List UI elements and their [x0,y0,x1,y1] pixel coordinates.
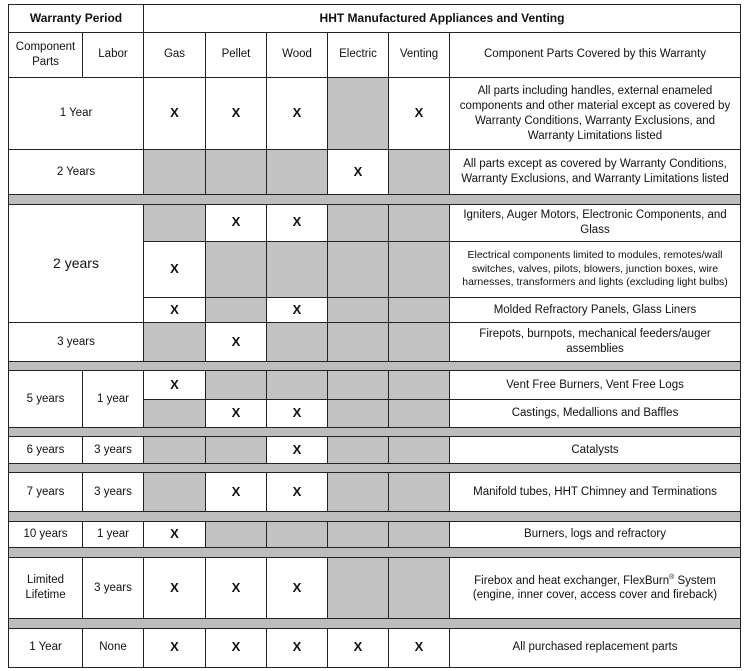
period-cell: 2 years [9,204,144,322]
covered-parts-cell: Catalysts [450,437,741,464]
covered-parts-cell: All parts including handles, external enameled components and other material except as covered by Warranty Conditions, Warranty Exclusions, and Warranty Limitations listed [450,78,741,150]
separator-cell [9,362,741,371]
registered-mark: ® [669,573,675,581]
gas-mark: X [144,628,206,667]
separator-cell [9,428,741,437]
empty-cell [144,473,206,512]
empty-cell [267,241,328,298]
parts-cell: 10 years [9,521,83,548]
wood-mark: X [267,204,328,241]
table-row [9,78,741,150]
labor-cell: 3 years [83,473,144,512]
parts-cell: 1 Year [9,628,83,667]
desc-text: System (engine, inner cover, access cover and fireback) [472,574,718,602]
covered-parts-cell: All purchased replacement parts [450,628,741,667]
gas-header: Gas [144,32,206,77]
electric-mark: X [328,628,389,667]
empty-cell [389,371,450,400]
empty-cell [328,78,389,150]
separator-cell [9,464,741,473]
wood-mark: X [267,628,328,667]
gas-mark: X [144,557,206,619]
empty-cell [389,521,450,548]
separator-row [9,362,741,371]
empty-cell [328,371,389,400]
empty-cell [389,400,450,428]
labor-cell: 3 years [83,557,144,619]
pellet-mark: X [206,628,267,667]
covered-parts-cell: Molded Refractory Panels, Glass Liners [450,298,741,323]
table-row [9,521,741,548]
parts-cell: 5 years [9,371,83,428]
covered-parts-cell: Burners, logs and refractory [450,521,741,548]
period-cell: 3 years [9,323,144,362]
table-row [9,150,741,195]
separator-cell [9,548,741,557]
empty-cell [389,298,450,323]
empty-cell [267,371,328,400]
separator-cell [9,195,741,204]
pellet-mark: X [206,323,267,362]
covered-parts-cell: Vent Free Burners, Vent Free Logs [450,371,741,400]
empty-cell [144,323,206,362]
venting-header: Venting [389,32,450,77]
empty-cell [206,241,267,298]
pellet-mark: X [206,557,267,619]
venting-mark: X [389,628,450,667]
empty-cell [144,437,206,464]
parts-cell: 7 years [9,473,83,512]
covered-parts-cell: Igniters, Auger Motors, Electronic Components, and Glass [450,204,741,241]
covered-parts-cell: Electrical components limited to modules, remotes/wall switches, valves, pilots, blowers, junction boxes, wire harnesses, transformers and lights (excluding light bulbs) [450,241,741,298]
covered-parts-cell: Manifold tubes, HHT Chimney and Terminations [450,473,741,512]
gas-mark: X [144,371,206,400]
empty-cell [144,150,206,195]
empty-cell [389,150,450,195]
empty-cell [267,323,328,362]
electric-header: Electric [328,32,389,77]
labor-cell: 3 years [83,437,144,464]
desc-text: Firebox and heat exchanger, FlexBurn [474,574,670,587]
empty-cell [267,150,328,195]
covered-parts-cell: Castings, Medallions and Baffles [450,400,741,428]
separator-row [9,195,741,204]
pellet-mark: X [206,473,267,512]
gas-mark: X [144,78,206,150]
gas-mark: X [144,521,206,548]
parts-cell: 6 years [9,437,83,464]
empty-cell [328,400,389,428]
separator-row [9,512,741,521]
pellet-header: Pellet [206,32,267,77]
empty-cell [206,298,267,323]
empty-cell [389,204,450,241]
empty-cell [389,557,450,619]
pellet-mark: X [206,78,267,150]
empty-cell [389,437,450,464]
empty-cell [328,323,389,362]
wood-mark: X [267,557,328,619]
gas-mark: X [144,241,206,298]
empty-cell [328,241,389,298]
separator-cell [9,512,741,521]
empty-cell [328,437,389,464]
labor-cell: 1 year [83,521,144,548]
table-row [9,628,741,667]
empty-cell [328,204,389,241]
empty-cell [144,204,206,241]
wood-mark: X [267,400,328,428]
empty-cell [328,557,389,619]
header-row-2 [9,32,741,77]
empty-cell [328,298,389,323]
separator-row [9,548,741,557]
empty-cell [144,400,206,428]
labor-cell: 1 year [83,371,144,428]
table-row [9,204,741,241]
pellet-mark: X [206,400,267,428]
empty-cell [328,521,389,548]
empty-cell [389,473,450,512]
separator-row [9,428,741,437]
table-row [9,437,741,464]
empty-cell [328,473,389,512]
covered-parts-cell: Firepots, burnpots, mechanical feeders/auger assemblies [450,323,741,362]
labor-cell: None [83,628,144,667]
separator-row [9,464,741,473]
empty-cell [267,521,328,548]
table-row [9,473,741,512]
gas-mark: X [144,298,206,323]
table-row [9,323,741,362]
labor-header: Labor [83,32,144,77]
separator-cell [9,619,741,628]
empty-cell [206,521,267,548]
warranty-period-header: Warranty Period [9,5,144,33]
parts-cell: Limited Lifetime [9,557,83,619]
table-row [9,557,741,619]
empty-cell [389,241,450,298]
wood-mark: X [267,78,328,150]
pellet-mark: X [206,204,267,241]
separator-row [9,619,741,628]
table-row [9,371,741,400]
wood-mark: X [267,437,328,464]
covered-parts-header: Component Parts Covered by this Warranty [450,32,741,77]
wood-mark: X [267,473,328,512]
covered-parts-cell: All parts except as covered by Warranty Conditions, Warranty Exclusions, and Warranty Limitations listed [450,150,741,195]
wood-header: Wood [267,32,328,77]
appliances-venting-header: HHT Manufactured Appliances and Venting [144,5,741,33]
empty-cell [389,323,450,362]
empty-cell [206,150,267,195]
electric-mark: X [328,150,389,195]
empty-cell [206,371,267,400]
period-cell: 1 Year [9,78,144,150]
component-parts-header: Component Parts [9,32,83,77]
covered-parts-cell [450,557,741,619]
period-cell: 2 Years [9,150,144,195]
empty-cell [206,437,267,464]
wood-mark: X [267,298,328,323]
warranty-table [8,4,741,668]
header-row-1 [9,5,741,33]
venting-mark: X [389,78,450,150]
